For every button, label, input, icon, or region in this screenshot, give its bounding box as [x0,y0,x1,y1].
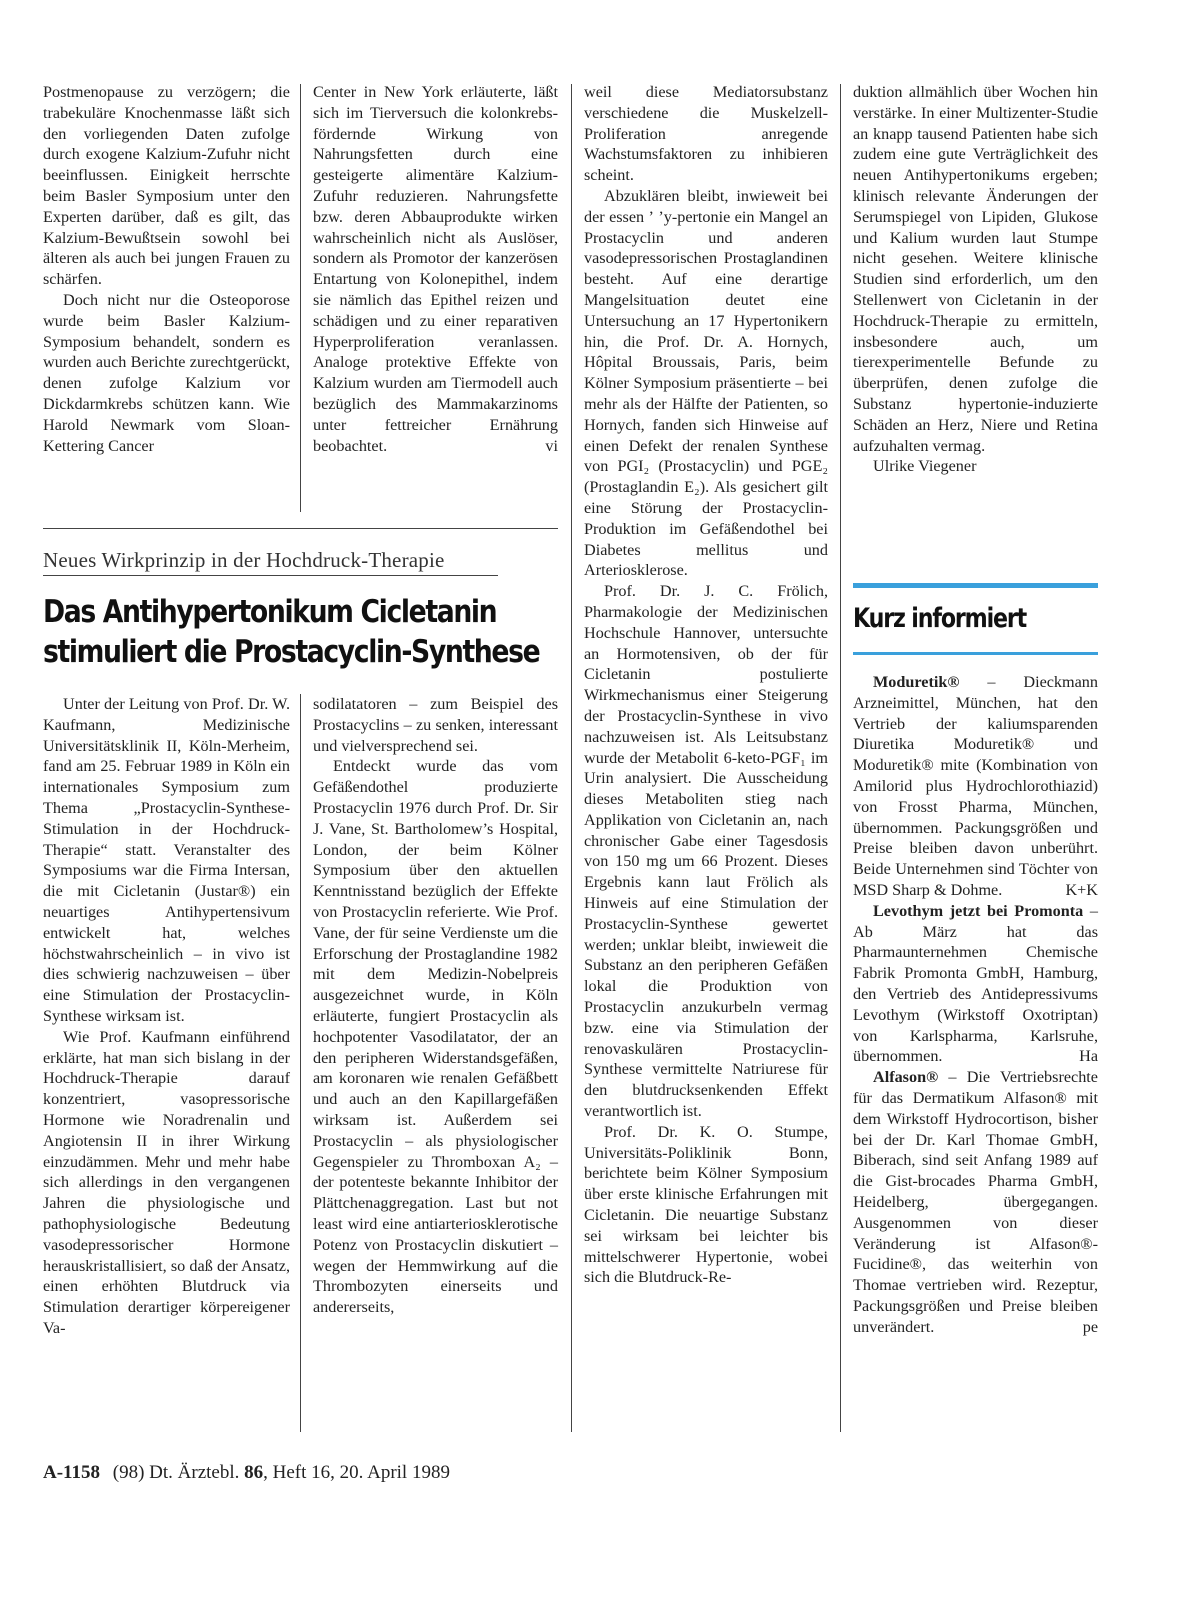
kurz-title: Kurz informiert [853,603,1027,634]
citation-post: , Heft 16, 20. April 1989 [263,1462,450,1483]
column-divider [571,84,572,1432]
column-divider [300,84,301,512]
kurz-item-title: Moduretik® [873,673,960,691]
article-author: Ulrike Viegener [873,457,977,476]
section-divider [43,528,558,529]
article-headline [43,592,542,672]
kurz-bottom-bar [853,652,1098,655]
paragraph: Prof. Dr. K. O. Stumpe, Universitäts-Poliklinik Bonn, berichtete beim Kölner Symposium über erste klinische Erfahrungen mit Cicletanin. Die neuartige Substanz sei wirksam bei leichter bis mittelschwerer Hypertonie, wobei sich die Blutdruck-Re- [584,1122,828,1287]
kurz-item-text: – Dieckmann Arzneimittel, München, hat den Vertrieb der kaliumsparenden Diuretika Moduretik® und Moduretik® mite (Kombination von Amilorid plus Hydrochlorothiazid) von Frosst Pharma, München, übernommen. Packungsgrößen und Preise bleiben davon unberührt. Beide Unternehmen sind Töchter von MSD Sharp & Dohme. [853,673,1098,899]
kurz-item [853,1067,1098,1337]
column-divider [840,84,841,1432]
top-column-1 [43,82,290,456]
headline-line-1: Das Antihypertonikum Cicletanin [43,594,497,630]
paragraph: Center in New York erläuterte, läßt sich im Tierversuch die kolonkrebs-fördernde Wirkung von Nahrungsfetten durch eine gesteigerte alimentäre Kalzium-Zufuhr reduzieren. Nahrungsfette bzw. deren Abbauprodukte wirken wahrscheinlich nicht als Auslöser, sondern als Promotor der kanzerösen Entartung von Kolonepithel, indem sie nämlich das Epithel reizen und schädigen und zu einer reparativen Hyperproliferation veranlassen. Analoge protektive Effekte von Kalzium wurden am Tiermodell auch bezüglich des Mammakarzinoms unter fettreicher Ernährung beobachtet. [313,83,558,455]
paragraph: Prof. Dr. J. C. Frölich, Pharmakologie der Medizinischen Hochschule Hannover, untersuchte an Hormotensiven, ob der für Cicletanin postulierte Wirkmechanismus einer Steigerung der Prostacyclin-Synthese in vivo nachzuweisen ist. Als Leitsubstanz wurde der Metabolit 6-keto-PGF₁ im Urin analysiert. Die Ausscheidung dieses Metaboliten stieg nach Applikation von Cicletanin an, nach chronischer Gabe einer Tagesdosis von 150 mg um 66 Prozent. Dieses Ergebnis kann laut Frölich als Hinweis auf eine Stimulation der Prostacyclin-Synthese gewertet werden; unklar bleibt, inwieweit die Substanz an den peripheren Gefäßen lokal die Produktion von Prostacyclin anzukurbeln vermag bzw. eine via Stimulation der renovaskulären Prostacyclin-Synthese vermittelte Natriurese für den blutdrucksenkenden Effekt verantwortlich ist. [584,582,828,1121]
kurz-item [853,901,1098,1067]
paragraph: Postmenopause zu verzögern; die trabekuläre Knochenmasse läßt sich den vorliegenden Daten zufolge durch exogene Kalzium-Zufuhr nicht beeinflussen. Einigkeit herrschte beim Basler Symposium unter den Experten darüber, daß es gilt, das Kalzium-Bewußtsein sowohl bei älteren als auch bei jungen Frauen zu schärfen. [43,83,290,289]
page-number: A-1158 [43,1462,100,1483]
kurz-item-text: – Die Vertriebsrechte für das Dermatikum Alfason® mit dem Wirkstoff Hydrocortison, bisher bei der Dr. Karl Thomae GmbH, Biberach, sind seit Anfang 1989 auf die Gist-brocades Pharma GmbH, Heidelberg, übergegangen. Ausgenommen von dieser Veränderung ist Alfason®-Fucidine®, das weiterhin von Thomae vertrieben wird. Rezeptur, Packungsgrößen und Preise bleiben unverändert. [853,1068,1098,1336]
paragraph: sodilatatoren – zum Beispiel des Prostacyclins – zu senken, interessant und vielversprechend sei. [313,695,558,755]
headline-line-2: stimuliert die Prostacyclin-Synthese [43,634,540,670]
article-column-3 [584,82,828,1288]
article-kicker: Neues Wirkprinzip in der Hochdruck-Therapie [43,548,445,572]
paragraph: Unter der Leitung von Prof. Dr. W. Kaufmann, Medizinische Universitätsklinik II, Köln-Merheim, fand am 25. Februar 1989 in Köln ein internationales Symposium zum Thema „Prostacyclin-Synthese-Stimulation in der Hochdruck-Therapie“ statt. Veranstalter des Symposiums war die Firma Intersan, die mit Cicletanin (Justar®) ein neuartiges Antihypertensivum entwickelt hat, welches höchstwahrscheinlich – in vivo ist dies schwierig nachzuweisen – über eine Stimulation der Prostacyclin-Synthese wirksam ist. [43,695,290,1025]
kurz-item-title: Levothym jetzt bei Promonta [873,901,1084,920]
kurz-top-bar [853,583,1098,588]
kurz-item-title: Alfason® [873,1068,939,1087]
citation-volume: 86 [244,1462,264,1483]
author-initials: vi [545,436,558,455]
kurz-item [853,672,1098,901]
column-divider [300,694,301,1432]
article-column-2 [313,694,558,1318]
page-footer [43,1462,450,1484]
kurz-item-text: – Ab März hat das Pharmaunternehmen Chemische Fabrik Promonta GmbH, Hamburg, den Vertrieb des Antidepressivums Levothym (Wirkstoff Oxotriptan) von Karlspharma, Karlsruhe, übernommen. [853,901,1099,1066]
kurz-item-sign: pe [1082,1317,1098,1336]
paragraph: Wie Prof. Kaufmann einführend erklärte, hat man sich bislang in der Hochdruck-Therapie darauf konzentriert, vasopressorische Hormone wie Noradrenalin und Angiotensin II in ihrer Wirkung einzudämmen. Mehr und mehr habe sich allerdings in den vergangenen Jahren die physiologische und pathophysiologische Bedeutung vasodepressorischer Hormone herauskristallisiert, so daß der Ansatz, einen erhöhten Blutdruck via Stimulation derartiger körpereigener Va- [43,1027,290,1337]
kurz-item-sign: Ha [1079,1047,1098,1066]
paragraph: Doch nicht nur die Osteoporose wurde beim Basler Kalzium-Symposium behandelt, sondern es wurden auch Berichte zurechtgerückt, denen zufolge Kalzium vor Dickdarmkrebs schützen kann. Wie Harold Newmark vom Sloan-Kettering Cancer [43,290,290,455]
paragraph: Entdeckt wurde das vom Gefäßendothel produzierte Prostacyclin 1976 durch Prof. Dr. Sir J. Vane, St. Bartholomew’s Hospital, London, der beim Kölner Symposium über den aktuellen Kenntnisstand bezüglich der Effekte von Prostacyclin referierte. Wie Prof. Vane, der für seine Verdienste um die Erforschung der Prostaglandine 1982 mit dem Medizin-Nobelpreis ausgezeichnet wurde, in Köln erläuterte, fungiert Prostacyclin als hochpotenter Vasodilatator, der an den peripheren Widerstandsgefäßen, am koronaren wie renalen Gefäßbett und auch an den Kapillargefäßen wirksam ist. Außerdem sei Prostacyclin – als physiologischer Gegenspieler zu Thromboxan A₂ – der potenteste bekannte Inhibitor der Plättchenaggregation. Last but not least wird eine antiarteriosklerotische Potenz von Prostacyclin diskutiert – wegen der Hemmwirkung auf die Thrombozyten einerseits und andererseits, [313,757,558,1317]
kicker-underline [43,575,498,576]
paragraph: Abzuklären bleibt, inwieweit bei der essen ʼ ʼy-pertonie ein Mangel an Prostacyclin und anderen vasodepressorischen Prostaglandinen besteht. Auf eine derartige Mangelsituation deutet eine Untersuchung an 17 Hypertonikern hin, die Prof. Dr. A. Hornych, Hôpital Broussais, Paris, beim Kölner Symposium präsentierte – bei mehr als der Hälfte der Patienten, so Hornych, fanden sich Hinweise auf einen Defekt der renalen Synthese von PGI₂ (Prostacyclin) und PGE₂ (Prostaglandin E₂). Als gesichert gilt eine Störung der Prostacyclin-Produktion im Gefäßendothel bei Diabetes mellitus und Arteriosklerose. [584,186,828,580]
paragraph: duktion allmählich über Wochen hin verstärke. In einer Multizenter-Studie an knapp tausend Patienten habe sich zudem eine gute Verträglichkeit des neuen Antihypertonikums ergeben; klinisch relevante Änderungen der Serumspiegel von Lipiden, Glukose und Kalium wurden laut Stumpe nicht gesehen. Weitere klinische Studien sind erforderlich, um den Stellenwert von Cicletanin in der Hochdruck-Therapie zu ermitteln, insbesondere auch, um tierexperimentelle Befunde zu überprüfen, denen zufolge die Substanz hypertonie-induzierte Schäden an Herz, Niere und Retina aufzuhalten vermag. [853,83,1098,455]
kurz-column [853,672,1098,1338]
kurz-item-sign: K+K [1065,880,1098,899]
citation-pre: (98) Dt. Ärztebl. [112,1462,240,1483]
top-column-2 [313,82,558,456]
article-column-1 [43,694,290,1339]
paragraph: weil diese Mediatorsubstanz verschiedene die Muskelzell-Proliferation anregende Wachstumsfaktoren zu inhibieren scheint. [584,83,828,185]
article-column-4 [853,82,1098,477]
